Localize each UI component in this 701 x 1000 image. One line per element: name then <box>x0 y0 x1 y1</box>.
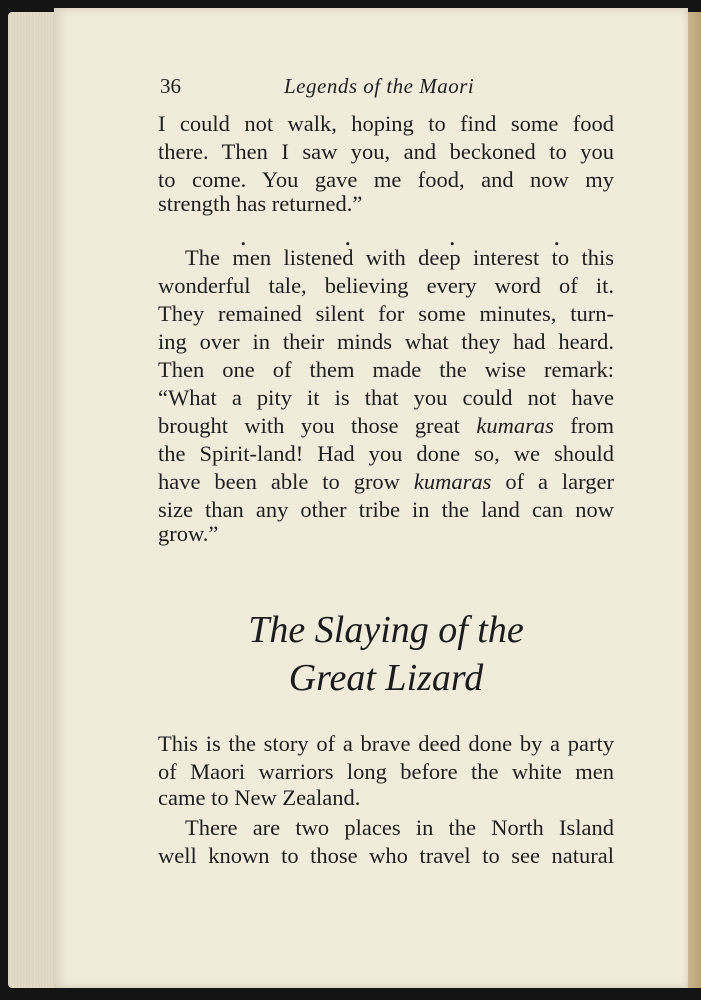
dot: . <box>449 222 456 251</box>
chapter-title-line-1: The Slaying of the <box>248 609 524 651</box>
text-line: the Spirit-land! Had you done so, we should <box>158 441 614 466</box>
text-line: wonderful tale, believing every word of it. <box>158 273 614 298</box>
chapter-title-line-2: Great Lizard <box>288 657 484 699</box>
text-line: ing over in their minds what they had heard. <box>158 329 614 354</box>
dot: . <box>553 222 560 251</box>
text-line: size than any other tribe in the land can now <box>158 497 614 522</box>
text-line: to come. You gave me food, and now my <box>158 167 614 192</box>
text-line: There are two places in the North Island <box>185 815 614 840</box>
text-line: Then one of them made the wise remark: <box>158 357 614 382</box>
text-line: have been able to grow kumaras of a larger <box>158 469 614 494</box>
text-line: brought with you those great kumaras from <box>158 413 614 438</box>
text-line: strength has returned.” <box>158 191 363 216</box>
text-line: well known to those who travel to see natural <box>158 843 614 868</box>
text-line: came to New Zealand. <box>158 785 361 810</box>
text-line: I could not walk, hoping to find some food <box>158 111 614 136</box>
text-line: “What a pity it is that you could not have <box>158 385 614 410</box>
text-line: of Maori warriors long before the white men <box>158 759 614 784</box>
facing-page-edge <box>688 12 701 988</box>
dot: . <box>240 222 247 251</box>
text-line: They remained silent for some minutes, turn- <box>158 301 614 326</box>
text-line: This is the story of a brave deed done by a party <box>158 731 614 756</box>
page-number: 36 <box>160 74 181 98</box>
page-header <box>160 74 500 102</box>
text-line: there. Then I saw you, and beckoned to you <box>158 139 614 164</box>
dot: . <box>344 222 351 251</box>
running-title: Legends of the Maori <box>284 74 475 98</box>
text-line: The men listened with deep interest to this <box>185 245 614 270</box>
text-line: grow.” <box>158 521 219 546</box>
